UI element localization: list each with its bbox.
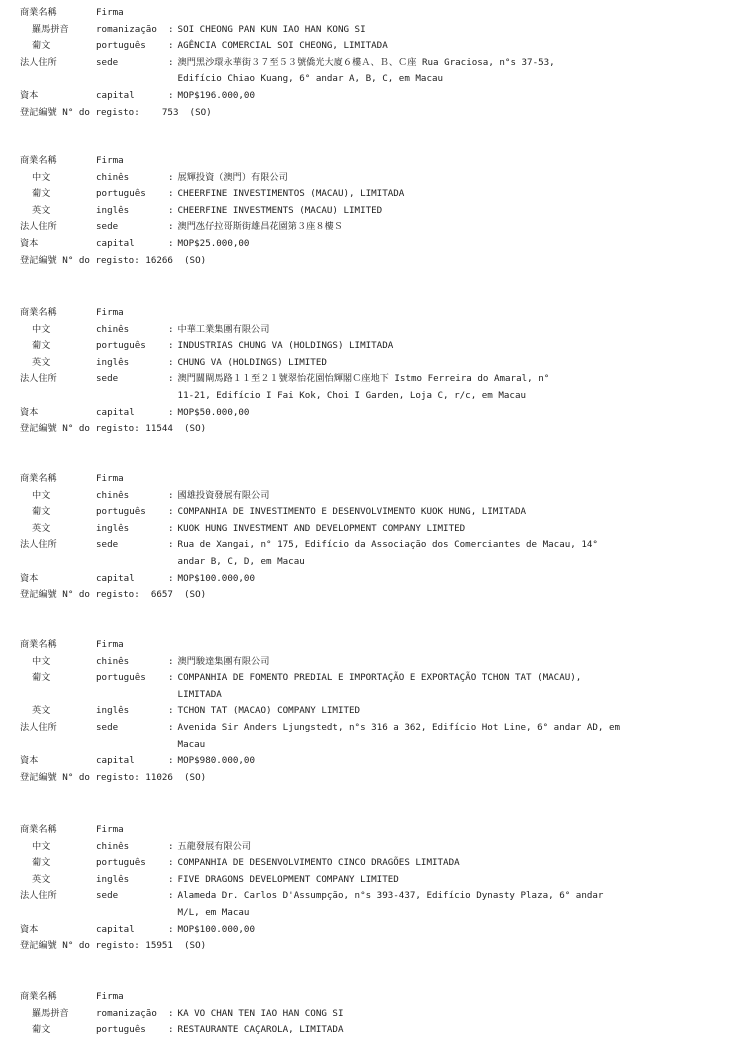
- english-label-zh: 英文: [32, 705, 51, 717]
- sede-value: : Alameda Dr. Carlos D'Assumpção, n°s 393-437, Edifício Dynasty Plaza, 6° andar: [168, 890, 604, 902]
- english-label-pt: inglês: [96, 356, 130, 368]
- registo-line: 登記編號 N° do registo: 11544 (SO): [20, 423, 207, 435]
- firma-label-pt: Firma: [96, 824, 124, 835]
- portuguese-label-pt: português: [96, 672, 146, 684]
- chinese-label-zh: 中文: [32, 489, 51, 501]
- portuguese-name-value: : CHEERFINE INVESTIMENTOS (MACAU), LIMITADA: [168, 188, 405, 200]
- sede-label-pt: sede: [96, 890, 119, 902]
- sede-value: : 澳門黑沙環永華街３７至５３號僑光大廈６樓Ａ、Ｂ、Ｃ座 Rua Graciosa, n°s 37-53,: [168, 56, 555, 68]
- chinese-name-value: : 中華工業集團有限公司: [168, 323, 270, 335]
- firma-label-zh: 商業名稱: [20, 991, 57, 1002]
- firma-label-pt: Firma: [96, 473, 124, 484]
- firma-label-zh: 商業名稱: [20, 7, 57, 18]
- romanization-value: : KA VO CHAN TEN IAO HAN CONG SI: [168, 1007, 344, 1019]
- portuguese-label-zh: 葡文: [32, 1024, 51, 1036]
- english-label-zh: 英文: [32, 522, 51, 534]
- romanization-label-pt: romanização: [96, 1007, 157, 1019]
- portuguese-label-pt: português: [96, 188, 146, 200]
- chinese-label-pt: chinês: [96, 171, 130, 183]
- capital-value: : MOP$100.000,00: [168, 572, 255, 584]
- capital-label-zh: 資本: [20, 755, 39, 767]
- registo-value: 15951 (SO): [145, 940, 207, 952]
- romanization-label-pt: romanização: [96, 23, 157, 35]
- capital-label-pt: capital: [96, 755, 135, 767]
- registo-value: 753 (SO): [145, 106, 212, 118]
- portuguese-name-value: : RESTAURANTE CAÇAROLA, LIMITADA: [168, 1024, 344, 1036]
- portuguese-label-zh: 葡文: [32, 672, 51, 684]
- registo-value: 11544 (SO): [145, 423, 207, 435]
- capital-value: : MOP$980.000,00: [168, 755, 255, 767]
- chinese-label-pt: chinês: [96, 489, 130, 501]
- firma-label-pt: Firma: [96, 639, 124, 650]
- chinese-name-value: : 澳門駿達集團有限公司: [168, 655, 270, 667]
- registo-line: 登記編號 N° do registo: 6657 (SO): [20, 589, 207, 601]
- sede-label-pt: sede: [96, 721, 119, 733]
- romanization-label-zh: 羅馬拼音: [32, 23, 69, 35]
- portuguese-name-value: : COMPANHIA DE INVESTIMENTO E DESENVOLVIMENTO KUOK HUNG, LIMITADA: [168, 506, 527, 518]
- company-entry: [20, 5, 720, 121]
- sede-label-pt: sede: [96, 373, 119, 385]
- chinese-label-zh: 中文: [32, 323, 51, 335]
- sede-value: : 澳門關閘馬路１１至２１號翠怡花園怡輝閣Ｃ座地下 Istmo Ferreira do Amaral, n°: [168, 373, 550, 385]
- english-label-pt: inglês: [96, 204, 130, 216]
- capital-label-pt: capital: [96, 572, 135, 584]
- portuguese-label-zh: 葡文: [32, 188, 51, 200]
- portuguese-label-pt: português: [96, 506, 146, 518]
- registo-value: 16266 (SO): [145, 254, 207, 266]
- sede-value-cont: andar B, C, D, em Macau: [177, 555, 305, 567]
- sede-label-zh: 法人住所: [20, 539, 57, 551]
- registo-value: 11026 (SO): [145, 771, 207, 783]
- sede-label-zh: 法人住所: [20, 56, 57, 68]
- english-name-value: : CHUNG VA (HOLDINGS) LIMITED: [168, 356, 327, 368]
- sede-value: : Rua de Xangai, n° 175, Edifício da Associação dos Comerciantes de Macau, 14°: [168, 539, 598, 551]
- sede-label-zh: 法人住所: [20, 373, 57, 385]
- firma-label-zh: 商業名稱: [20, 307, 57, 318]
- portuguese-name-value: : COMPANHIA DE FOMENTO PREDIAL E IMPORTAÇÃO E EXPORTAÇÃO TCHON TAT (MACAU),: [168, 672, 582, 684]
- romanization-label-zh: 羅馬拼音: [32, 1007, 69, 1019]
- chinese-label-zh: 中文: [32, 840, 51, 852]
- chinese-name-value: : 五龍發展有限公司: [168, 840, 252, 852]
- chinese-label-zh: 中文: [32, 171, 51, 183]
- english-label-pt: inglês: [96, 705, 130, 717]
- sede-value-cont: Edifício Chiao Kuang, 6° andar A, B, C, em Macau: [177, 73, 444, 85]
- sede-label-pt: sede: [96, 539, 119, 551]
- firma-label-zh: 商業名稱: [20, 639, 57, 650]
- portuguese-name-value-cont: LIMITADA: [177, 688, 222, 700]
- company-entry: [20, 305, 720, 438]
- english-name-value: : CHEERFINE INVESTMENTS (MACAU) LIMITED: [168, 204, 383, 216]
- sede-label-zh: 法人住所: [20, 221, 57, 233]
- company-entry: [20, 637, 720, 786]
- sede-value-cont: 11-21, Edifício I Fai Kok, Choi I Garden, Loja C, r/c, em Macau: [177, 389, 527, 401]
- english-name-value: : FIVE DRAGONS DEVELOPMENT COMPANY LIMITED: [168, 873, 399, 885]
- firma-label-pt: Firma: [96, 155, 124, 166]
- capital-value: : MOP$100.000,00: [168, 923, 255, 935]
- firma-label-zh: 商業名稱: [20, 473, 57, 484]
- firma-label-zh: 商業名稱: [20, 155, 57, 166]
- registo-line: 登記編號 N° do registo: 15951 (SO): [20, 940, 207, 952]
- portuguese-label-zh: 葡文: [32, 857, 51, 869]
- english-label-pt: inglês: [96, 522, 130, 534]
- capital-label-pt: capital: [96, 406, 135, 418]
- company-entry: [20, 153, 720, 269]
- company-entry: [20, 989, 720, 1039]
- portuguese-label-zh: 葡文: [32, 506, 51, 518]
- english-label-zh: 英文: [32, 356, 51, 368]
- registo-line: 登記編號 N° do registo: 753 (SO): [20, 106, 212, 118]
- registo-line: 登記編號 N° do registo: 16266 (SO): [20, 254, 207, 266]
- portuguese-name-value: : AGÊNCIA COMERCIAL SOI CHEONG, LIMITADA: [168, 40, 388, 52]
- capital-label-zh: 資本: [20, 89, 39, 101]
- chinese-name-value: : 展輝投資（澳門）有限公司: [168, 171, 288, 183]
- capital-label-zh: 資本: [20, 923, 39, 935]
- sede-label-pt: sede: [96, 221, 119, 233]
- portuguese-name-value: : COMPANHIA DE DESENVOLVIMENTO CINCO DRAGÕES LIMITADA: [168, 857, 460, 869]
- registo-value: 6657 (SO): [145, 589, 207, 601]
- chinese-label-zh: 中文: [32, 655, 51, 667]
- chinese-label-pt: chinês: [96, 840, 130, 852]
- english-name-value: : TCHON TAT (MACAO) COMPANY LIMITED: [168, 705, 361, 717]
- english-label-zh: 英文: [32, 873, 51, 885]
- english-label-zh: 英文: [32, 204, 51, 216]
- company-entry: [20, 471, 720, 604]
- capital-label-pt: capital: [96, 89, 135, 101]
- chinese-label-pt: chinês: [96, 655, 130, 667]
- capital-label-zh: 資本: [20, 237, 39, 249]
- sede-value-cont: Macau: [177, 738, 206, 750]
- english-label-pt: inglês: [96, 873, 130, 885]
- registo-line: 登記編號 N° do registo: 11026 (SO): [20, 771, 207, 783]
- firma-label-zh: 商業名稱: [20, 824, 57, 835]
- portuguese-label-zh: 葡文: [32, 340, 51, 352]
- firma-label-pt: Firma: [96, 7, 124, 18]
- portuguese-name-value: : INDUSTRIAS CHUNG VA (HOLDINGS) LIMITADA: [168, 340, 394, 352]
- capital-label-zh: 資本: [20, 572, 39, 584]
- sede-value: : Avenida Sir Anders Ljungstedt, n°s 316 a 362, Edifício Hot Line, 6° andar AD, em: [168, 721, 621, 733]
- romanization-value: : SOI CHEONG PAN KUN IAO HAN KONG SI: [168, 23, 366, 35]
- sede-value: : 澳門氹仔拉哥斯街雄昌花園第３座８樓Ｓ: [168, 221, 343, 233]
- sede-label-zh: 法人住所: [20, 721, 57, 733]
- capital-value: : MOP$196.000,00: [168, 89, 255, 101]
- chinese-name-value: : 國雄投資發展有限公司: [168, 489, 270, 501]
- english-name-value: : KUOK HUNG INVESTMENT AND DEVELOPMENT COMPANY LIMITED: [168, 522, 466, 534]
- firma-label-pt: Firma: [96, 307, 124, 318]
- capital-label-pt: capital: [96, 923, 135, 935]
- capital-value: : MOP$25.000,00: [168, 237, 250, 249]
- portuguese-label-pt: português: [96, 40, 146, 52]
- firma-label-pt: Firma: [96, 991, 124, 1002]
- company-entry: [20, 822, 720, 955]
- sede-label-zh: 法人住所: [20, 890, 57, 902]
- capital-label-pt: capital: [96, 237, 135, 249]
- capital-value: : MOP$50.000,00: [168, 406, 250, 418]
- portuguese-label-pt: português: [96, 857, 146, 869]
- sede-label-pt: sede: [96, 56, 119, 68]
- chinese-label-pt: chinês: [96, 323, 130, 335]
- sede-value-cont: M/L, em Macau: [177, 906, 250, 918]
- portuguese-label-pt: português: [96, 1024, 146, 1036]
- portuguese-label-zh: 葡文: [32, 40, 51, 52]
- capital-label-zh: 資本: [20, 406, 39, 418]
- portuguese-label-pt: português: [96, 340, 146, 352]
